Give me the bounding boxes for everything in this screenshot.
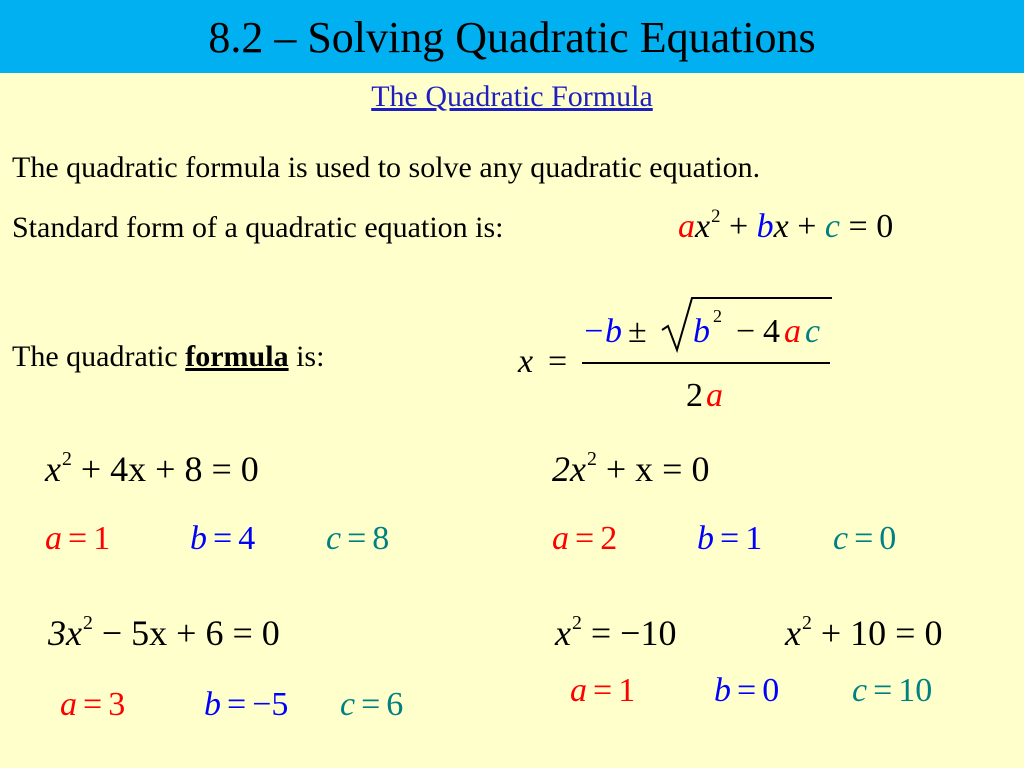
qf-b: b [693,313,710,350]
ex4-c-eq: = [873,672,893,709]
ex1-a-label: a [45,520,62,557]
formula-label-post: is: [288,340,325,373]
ex1-c-label: c [326,520,342,557]
standard-form-label: Standard form of a quadratic equation is: [12,211,504,244]
ex3-a-value: 3 [108,686,126,723]
example-2-c [833,520,896,558]
example-4-c [852,672,932,710]
ex3-rest: − 5x + 6 = 0 [92,613,280,653]
ex2-c-value: 0 [879,520,897,557]
standard-form-equation [678,208,893,246]
sf-x2: x [773,208,789,245]
qf-den-a: a [706,377,723,414]
ex3-exp: 2 [82,612,93,635]
ex4-c-value: 10 [898,672,933,709]
example-2-equation [552,448,709,490]
ex4b-exp: 2 [801,612,812,635]
ex4-lead: x [555,613,571,653]
ex4b-rest: + 10 = 0 [811,613,943,653]
example-3-a [60,686,125,724]
sf-plus2: + [797,208,817,245]
ex4-a-value: 1 [618,672,636,709]
ex1-b-eq: = [213,520,233,557]
example-4-a [570,672,635,710]
sf-eq: = [848,208,868,245]
intro-line: The quadratic formula is used to solve any quadratic equation. [12,151,761,184]
ex2-rest: + x = 0 [596,449,710,489]
ex4-rest: = −10 [581,613,677,653]
page-title: 8.2 – Solving Quadratic Equations [208,13,816,62]
example-2-a [552,520,617,558]
ex3-b-eq: = [227,686,247,723]
example-4-equation-rewritten [785,612,942,654]
qf-exp: 2 [713,306,722,326]
ex1-c-eq: = [347,520,367,557]
ex2-b-label: b [697,520,714,557]
sf-x: x [695,208,711,245]
ex3-a-label: a [60,686,77,723]
ex3-lead: 3x [48,613,82,653]
ex2-b-value: 1 [745,520,763,557]
formula-label [12,340,324,374]
ex1-a-value: 1 [93,520,111,557]
sf-a: a [678,208,695,245]
sf-c: c [824,208,840,245]
ex2-a-value: 2 [600,520,618,557]
ex2-exp: 2 [586,448,597,471]
ex3-b-value: −5 [252,686,289,723]
example-1-a [45,520,110,558]
sf-exp: 2 [711,206,721,228]
ex4-exp: 2 [571,612,582,635]
example-4-equation [555,612,676,654]
ex2-c-eq: = [854,520,874,557]
sf-plus1: + [728,208,749,245]
ex4-b-value: 0 [762,672,780,709]
ex4b-lead: x [785,613,801,653]
qf-two: 2 [686,377,703,414]
ex3-c-value: 6 [386,686,404,723]
ex4-b-label: b [714,672,731,709]
qf-minus: − [736,313,756,350]
qf-c: c [805,313,821,350]
formula-label-pre: The quadratic [12,340,186,373]
ex2-b-eq: = [720,520,740,557]
ex2-a-eq: = [575,520,595,557]
sf-b: b [756,208,774,245]
ex3-b-label: b [204,686,221,723]
example-3-equation [48,612,280,654]
qf-neg-b: −b [582,313,622,350]
ex4-b-eq: = [737,672,757,709]
ex1-c-value: 8 [372,520,390,557]
ex1-b-value: 4 [238,520,256,557]
qf-lhs: x [518,343,534,380]
ex1-b-label: b [190,520,207,557]
subtitle: The Quadratic Formula [371,80,653,113]
example-1-equation [45,448,259,490]
ex4-a-eq: = [593,672,613,709]
fraction-bar [582,362,830,364]
ex3-c-label: c [340,686,356,723]
ex4-c-label: c [852,672,868,709]
ex3-c-eq: = [361,686,381,723]
ex1-a-eq: = [68,520,88,557]
example-4-b [714,672,779,710]
ex1-rest: + 4x + 8 = 0 [71,449,259,489]
ex3-a-eq: = [83,686,103,723]
ex1-lead: x [45,449,61,489]
sf-zero: 0 [876,208,894,245]
ex1-exp: 2 [61,448,72,471]
ex2-c-label: c [833,520,849,557]
example-1-c [326,520,389,558]
qf-four: 4 [763,313,780,350]
example-3-c [340,686,403,724]
qf-a: a [784,313,801,350]
example-3-b [204,686,288,724]
example-2-b [697,520,762,558]
ex2-a-label: a [552,520,569,557]
example-1-b [190,520,255,558]
ex4-a-label: a [570,672,587,709]
qf-eq: = [548,343,568,380]
formula-label-bold: formula [185,340,289,373]
ex2-lead: 2x [552,449,586,489]
qf-pm: ± [628,313,647,350]
